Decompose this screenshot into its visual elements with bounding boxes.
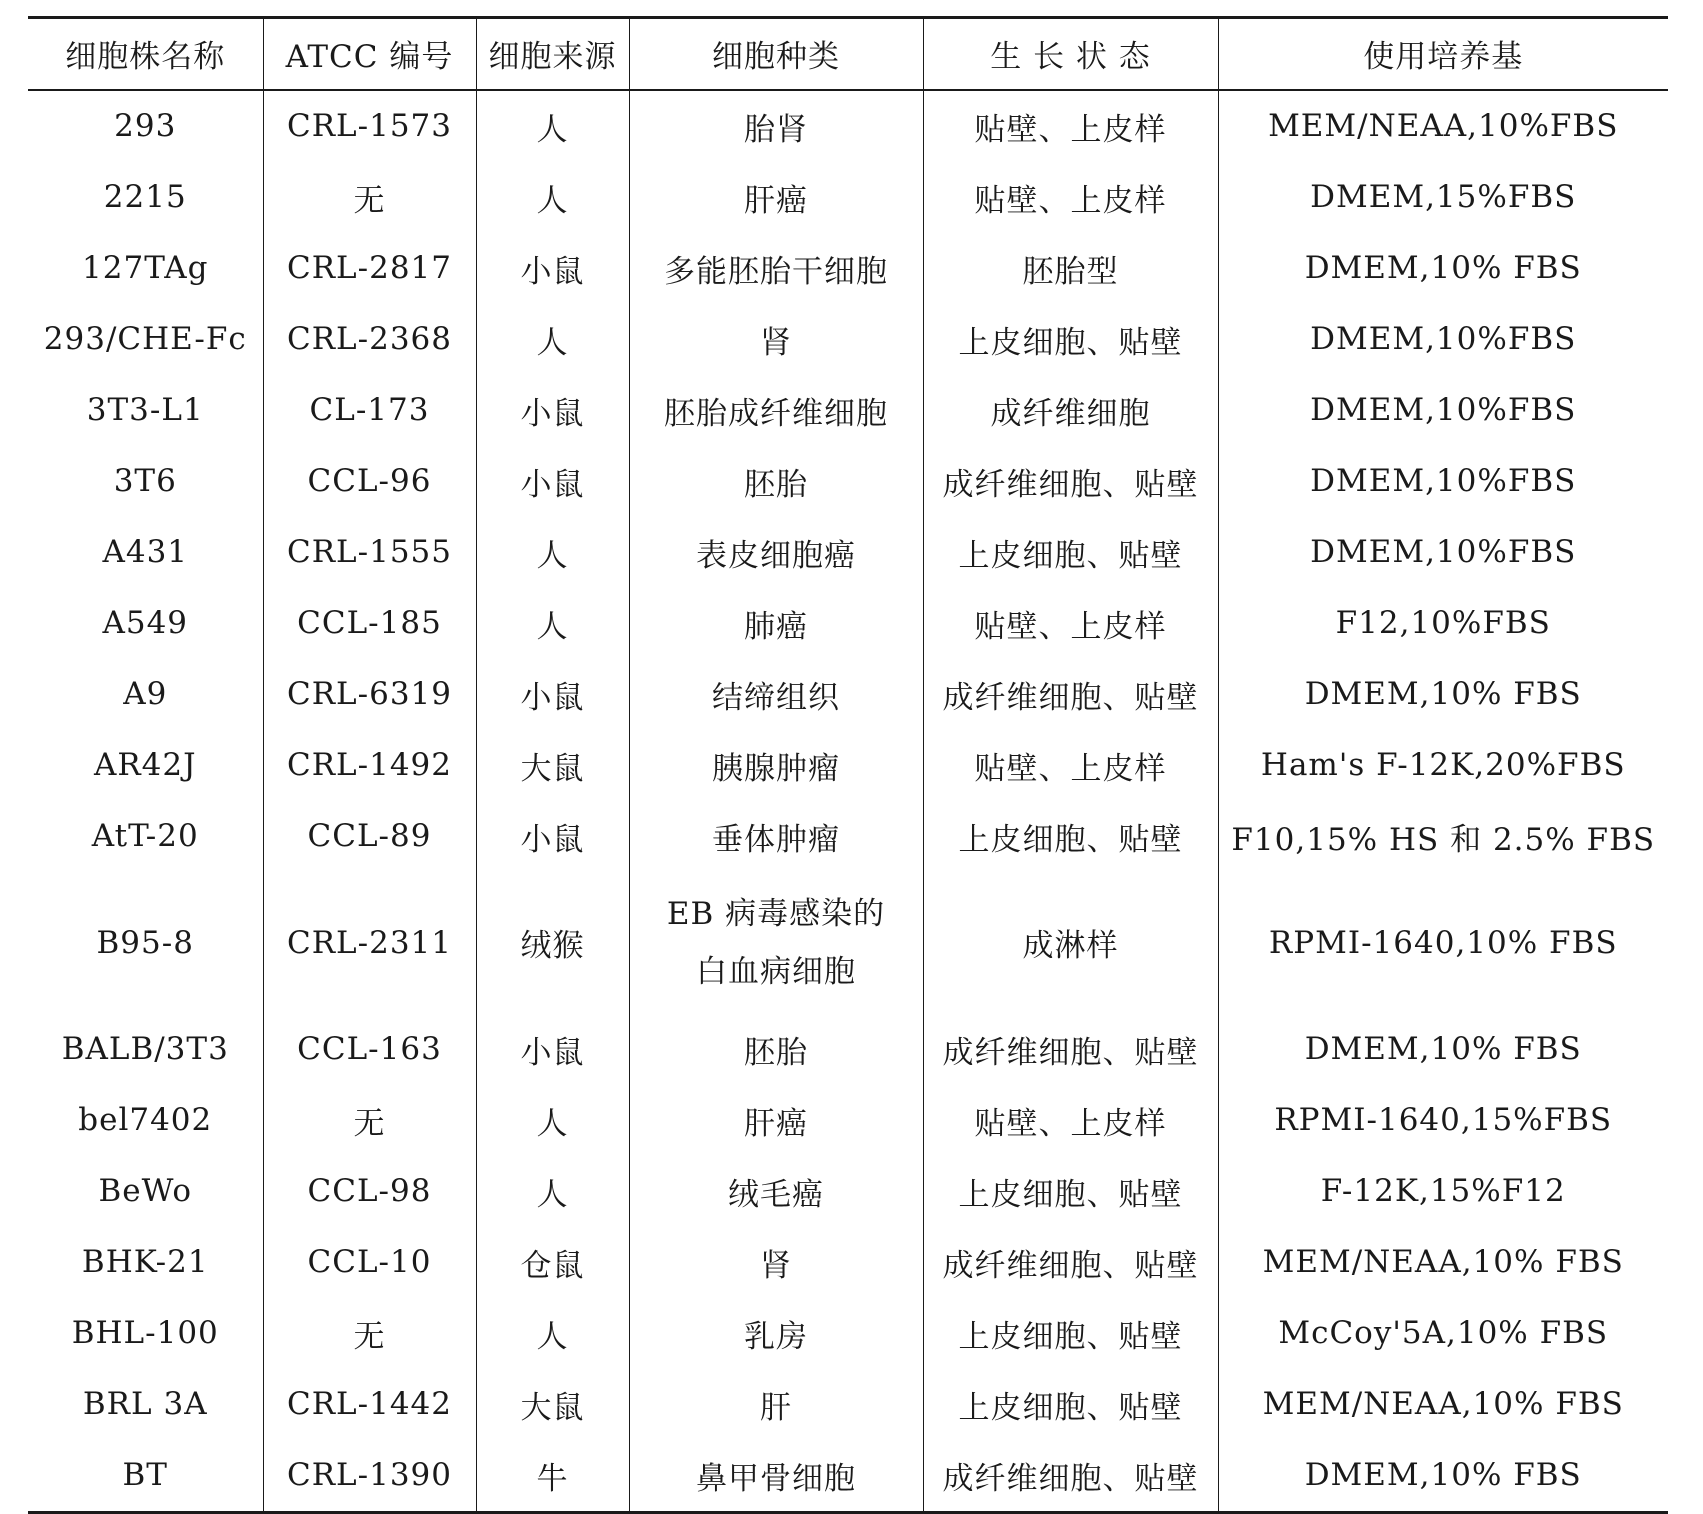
growth-state: 成淋样 — [923, 872, 1218, 1014]
cell-source: 人 — [476, 304, 629, 375]
table-row — [28, 1085, 1668, 1156]
growth-state: 成纤维细胞、贴壁 — [923, 659, 1218, 730]
growth-state: 贴壁、上皮样 — [923, 90, 1218, 162]
atcc-number: CCL-185 — [263, 588, 476, 659]
cell-line-name: 293 — [114, 108, 177, 144]
header-row — [28, 18, 1668, 90]
culture-medium: F10,15% HS 和 2.5% FBS — [1218, 801, 1668, 872]
cell-line-name: 127TAg — [82, 250, 209, 286]
culture-medium: MEM/NEAA,10% FBS — [1218, 1227, 1668, 1298]
growth-state: 成纤维细胞、贴壁 — [923, 1014, 1218, 1085]
culture-medium: MEM/NEAA,10% FBS — [1218, 1369, 1668, 1440]
cell-line-name: AR42J — [93, 747, 197, 783]
cell-source: 人 — [476, 1298, 629, 1369]
cell-source: 小鼠 — [476, 233, 629, 304]
growth-state: 胚胎型 — [923, 233, 1218, 304]
cell-source: 人 — [476, 162, 629, 233]
atcc-number: CRL-1555 — [263, 517, 476, 588]
table-row — [28, 659, 1668, 730]
cell-type — [629, 872, 923, 1014]
table-row — [28, 801, 1668, 872]
atcc-number: 无 — [263, 162, 476, 233]
cell-line-name: bel7402 — [78, 1102, 213, 1138]
cell-source: 小鼠 — [476, 1014, 629, 1085]
cell-type: 垂体肿瘤 — [629, 801, 923, 872]
culture-medium: RPMI-1640,15%FBS — [1218, 1085, 1668, 1156]
cell-line-name: A431 — [102, 534, 189, 570]
atcc-number: CCL-10 — [263, 1227, 476, 1298]
growth-state: 上皮细胞、贴壁 — [923, 517, 1218, 588]
growth-state: 贴壁、上皮样 — [923, 1085, 1218, 1156]
growth-state: 上皮细胞、贴壁 — [923, 1369, 1218, 1440]
atcc-number: CRL-6319 — [263, 659, 476, 730]
culture-medium: DMEM,10%FBS — [1218, 375, 1668, 446]
atcc-number: CRL-1573 — [263, 90, 476, 162]
table-row — [28, 1440, 1668, 1513]
table-body — [28, 90, 1668, 1513]
cell-type: 胎肾 — [629, 90, 923, 162]
atcc-number: CRL-1390 — [263, 1440, 476, 1513]
cell-type: 鼻甲骨细胞 — [629, 1440, 923, 1513]
culture-medium: F-12K,15%F12 — [1218, 1156, 1668, 1227]
growth-state: 贴壁、上皮样 — [923, 588, 1218, 659]
culture-medium: DMEM,10%FBS — [1218, 517, 1668, 588]
cell-type: 结缔组织 — [629, 659, 923, 730]
header-medium: 使用培养基 — [1218, 18, 1668, 90]
header-cell-line-name: 细胞株名称 — [65, 39, 226, 76]
culture-medium: DMEM,10% FBS — [1218, 233, 1668, 304]
cell-source: 人 — [476, 90, 629, 162]
table-row — [28, 446, 1668, 517]
cell-source: 小鼠 — [476, 801, 629, 872]
cell-line-name: 3T6 — [113, 463, 177, 499]
culture-medium: Ham's F-12K,20%FBS — [1218, 730, 1668, 801]
cell-type: 胰腺肿瘤 — [629, 730, 923, 801]
cell-line-table — [28, 16, 1668, 1514]
atcc-number: CCL-163 — [263, 1014, 476, 1085]
cell-type: 胚胎成纤维细胞 — [629, 375, 923, 446]
culture-medium: McCoy'5A,10% FBS — [1218, 1298, 1668, 1369]
cell-type: 绒毛癌 — [629, 1156, 923, 1227]
cell-type: 乳房 — [629, 1298, 923, 1369]
cell-line-table-container — [28, 16, 1668, 1514]
cell-source: 人 — [476, 1085, 629, 1156]
table-row — [28, 162, 1668, 233]
culture-medium: DMEM,10% FBS — [1218, 1440, 1668, 1513]
atcc-number: CRL-2368 — [263, 304, 476, 375]
culture-medium: F12,10%FBS — [1218, 588, 1668, 659]
cell-line-name: A9 — [123, 676, 168, 712]
header-cell-source: 细胞来源 — [476, 18, 629, 90]
growth-state: 成纤维细胞、贴壁 — [923, 1227, 1218, 1298]
cell-line-name: BALB/3T3 — [61, 1031, 229, 1067]
culture-medium: RPMI-1640,10% FBS — [1218, 872, 1668, 1014]
cell-type: 肝 — [629, 1369, 923, 1440]
growth-state: 成纤维细胞 — [923, 375, 1218, 446]
atcc-number: CCL-89 — [263, 801, 476, 872]
cell-source: 大鼠 — [476, 730, 629, 801]
cell-type: 肾 — [629, 1227, 923, 1298]
cell-line-name: 293/CHE-Fc — [43, 321, 247, 357]
table-row — [28, 90, 1668, 162]
cell-type: 肺癌 — [629, 588, 923, 659]
cell-source: 小鼠 — [476, 446, 629, 517]
cell-type: 多能胚胎干细胞 — [629, 233, 923, 304]
cell-line-name: 2215 — [103, 179, 187, 215]
cell-line-name: BeWo — [98, 1173, 193, 1209]
atcc-number: CCL-96 — [263, 446, 476, 517]
cell-source: 小鼠 — [476, 659, 629, 730]
table-row — [28, 233, 1668, 304]
cell-line-name: BT — [122, 1457, 168, 1493]
growth-state: 上皮细胞、贴壁 — [923, 1156, 1218, 1227]
header-atcc-number: ATCC 编号 — [263, 18, 476, 90]
cell-type: 胚胎 — [629, 1014, 923, 1085]
growth-state: 贴壁、上皮样 — [923, 730, 1218, 801]
growth-state: 上皮细胞、贴壁 — [923, 1298, 1218, 1369]
cell-source: 人 — [476, 1156, 629, 1227]
table-row — [28, 1298, 1668, 1369]
cell-type: 表皮细胞癌 — [629, 517, 923, 588]
growth-state: 成纤维细胞、贴壁 — [923, 1440, 1218, 1513]
atcc-number: 无 — [263, 1298, 476, 1369]
table-row — [28, 1369, 1668, 1440]
header-cell-type: 细胞种类 — [629, 18, 923, 90]
cell-source: 大鼠 — [476, 1369, 629, 1440]
table-row — [28, 588, 1668, 659]
header-growth-state: 生 长 状 态 — [923, 18, 1218, 90]
cell-line-name: A549 — [102, 605, 189, 641]
cell-source: 人 — [476, 517, 629, 588]
atcc-number: CL-173 — [263, 375, 476, 446]
table-row — [28, 730, 1668, 801]
table-row — [28, 375, 1668, 446]
cell-type: 胚胎 — [629, 446, 923, 517]
culture-medium: DMEM,10% FBS — [1218, 659, 1668, 730]
cell-line-name: AtT-20 — [91, 818, 199, 854]
table-row — [28, 517, 1668, 588]
cell-source: 绒猴 — [476, 872, 629, 1014]
atcc-number: CCL-98 — [263, 1156, 476, 1227]
culture-medium: DMEM,10%FBS — [1218, 446, 1668, 517]
culture-medium: MEM/NEAA,10%FBS — [1218, 90, 1668, 162]
growth-state: 上皮细胞、贴壁 — [923, 801, 1218, 872]
growth-state: 贴壁、上皮样 — [923, 162, 1218, 233]
table-row — [28, 1014, 1668, 1085]
cell-type: 肝癌 — [629, 1085, 923, 1156]
cell-source: 牛 — [476, 1440, 629, 1513]
growth-state: 上皮细胞、贴壁 — [923, 304, 1218, 375]
culture-medium: DMEM,10%FBS — [1218, 304, 1668, 375]
cell-type: 肾 — [629, 304, 923, 375]
cell-line-name: 3T3-L1 — [86, 392, 204, 428]
atcc-number: 无 — [263, 1085, 476, 1156]
cell-line-name: B95-8 — [96, 924, 194, 961]
table-row — [28, 304, 1668, 375]
cell-line-name: BRL 3A — [82, 1386, 208, 1422]
cell-type-line-1: EB 病毒感染的 — [666, 895, 886, 932]
cell-line-name: BHK-21 — [81, 1244, 209, 1280]
atcc-number: CRL-1442 — [263, 1369, 476, 1440]
cell-source: 小鼠 — [476, 375, 629, 446]
cell-line-name: BHL-100 — [71, 1315, 219, 1351]
table-row — [28, 872, 1668, 1014]
cell-type-line-2: 白血病细胞 — [696, 953, 856, 990]
cell-source: 人 — [476, 588, 629, 659]
culture-medium: DMEM,10% FBS — [1218, 1014, 1668, 1085]
cell-source: 仓鼠 — [476, 1227, 629, 1298]
table-header — [28, 18, 1668, 90]
table-row — [28, 1156, 1668, 1227]
culture-medium: DMEM,15%FBS — [1218, 162, 1668, 233]
atcc-number: CRL-2817 — [263, 233, 476, 304]
atcc-number: CRL-2311 — [263, 872, 476, 1014]
atcc-number: CRL-1492 — [263, 730, 476, 801]
growth-state: 成纤维细胞、贴壁 — [923, 446, 1218, 517]
cell-type: 肝癌 — [629, 162, 923, 233]
table-row — [28, 1227, 1668, 1298]
